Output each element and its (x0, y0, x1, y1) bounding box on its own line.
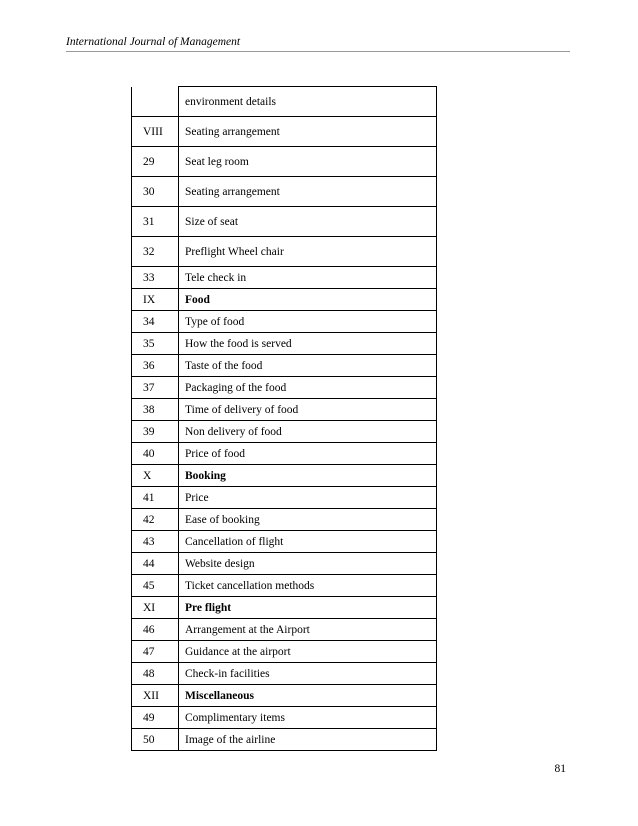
item-label-cell: environment details (179, 87, 437, 117)
item-label-cell: Price (179, 487, 437, 509)
table-row (132, 729, 437, 751)
item-label-cell: Ticket cancellation methods (179, 575, 437, 597)
table-row (132, 87, 437, 117)
table-row (132, 531, 437, 553)
item-label-cell: Taste of the food (179, 355, 437, 377)
item-label-cell: Preflight Wheel chair (179, 237, 437, 267)
item-label-cell: Size of seat (179, 207, 437, 237)
item-number-cell: 43 (132, 531, 179, 553)
item-number-cell: 35 (132, 333, 179, 355)
table-row (132, 355, 437, 377)
item-number-cell: 38 (132, 399, 179, 421)
table-row (132, 117, 437, 147)
item-number-cell: 29 (132, 147, 179, 177)
item-label-cell: Ease of booking (179, 509, 437, 531)
item-label-cell: Seating arrangement (179, 177, 437, 207)
table-row (132, 663, 437, 685)
section-header-row (132, 597, 437, 619)
item-number-cell: 30 (132, 177, 179, 207)
item-number-cell: 36 (132, 355, 179, 377)
item-number-cell: 46 (132, 619, 179, 641)
item-number-cell: 50 (132, 729, 179, 751)
item-number-cell: 33 (132, 267, 179, 289)
table-row (132, 487, 437, 509)
table-row (132, 509, 437, 531)
item-label-cell: How the food is served (179, 333, 437, 355)
item-label-cell: Complimentary items (179, 707, 437, 729)
section-header-row (132, 685, 437, 707)
item-number-cell: 37 (132, 377, 179, 399)
item-label-cell: Packaging of the food (179, 377, 437, 399)
section-title-cell: Booking (179, 465, 437, 487)
table-row (132, 399, 437, 421)
table-row (132, 177, 437, 207)
item-number-cell: 44 (132, 553, 179, 575)
item-number-cell: 49 (132, 707, 179, 729)
item-label-cell: Guidance at the airport (179, 641, 437, 663)
table-row (132, 553, 437, 575)
table-row (132, 575, 437, 597)
item-number-cell: XII (132, 685, 179, 707)
item-label-cell: Tele check in (179, 267, 437, 289)
item-label-cell: Type of food (179, 311, 437, 333)
item-number-cell: X (132, 465, 179, 487)
table-row (132, 443, 437, 465)
item-label-cell: Seat leg room (179, 147, 437, 177)
item-number-cell: IX (132, 289, 179, 311)
item-number-cell: 34 (132, 311, 179, 333)
item-number-cell: XI (132, 597, 179, 619)
item-number-cell: 41 (132, 487, 179, 509)
item-number-cell: 32 (132, 237, 179, 267)
item-number-cell: VIII (132, 117, 179, 147)
table-row (132, 333, 437, 355)
section-title-cell: Pre flight (179, 597, 437, 619)
item-number-cell (132, 87, 179, 117)
survey-table-body (132, 87, 437, 751)
table-row (132, 311, 437, 333)
item-number-cell: 40 (132, 443, 179, 465)
survey-items-table (131, 86, 437, 751)
item-number-cell: 48 (132, 663, 179, 685)
table-row (132, 267, 437, 289)
item-label-cell: Non delivery of food (179, 421, 437, 443)
table-row (132, 237, 437, 267)
item-number-cell: 45 (132, 575, 179, 597)
item-label-cell: Price of food (179, 443, 437, 465)
table-row (132, 421, 437, 443)
item-label-cell: Image of the airline (179, 729, 437, 751)
item-label-cell: Arrangement at the Airport (179, 619, 437, 641)
item-number-cell: 31 (132, 207, 179, 237)
section-title-cell: Food (179, 289, 437, 311)
section-title-cell: Miscellaneous (179, 685, 437, 707)
table-row (132, 207, 437, 237)
table-row (132, 619, 437, 641)
item-label-cell: Cancellation of flight (179, 531, 437, 553)
item-number-cell: 39 (132, 421, 179, 443)
table-row (132, 707, 437, 729)
journal-header: International Journal of Management (66, 36, 570, 52)
item-label-cell: Time of delivery of food (179, 399, 437, 421)
page-number: 81 (554, 763, 566, 775)
item-label-cell: Seating arrangement (179, 117, 437, 147)
table-row (132, 377, 437, 399)
section-header-row (132, 465, 437, 487)
item-label-cell: Website design (179, 553, 437, 575)
section-header-row (132, 289, 437, 311)
table-row (132, 641, 437, 663)
item-number-cell: 47 (132, 641, 179, 663)
table-row (132, 147, 437, 177)
item-label-cell: Check-in facilities (179, 663, 437, 685)
item-number-cell: 42 (132, 509, 179, 531)
